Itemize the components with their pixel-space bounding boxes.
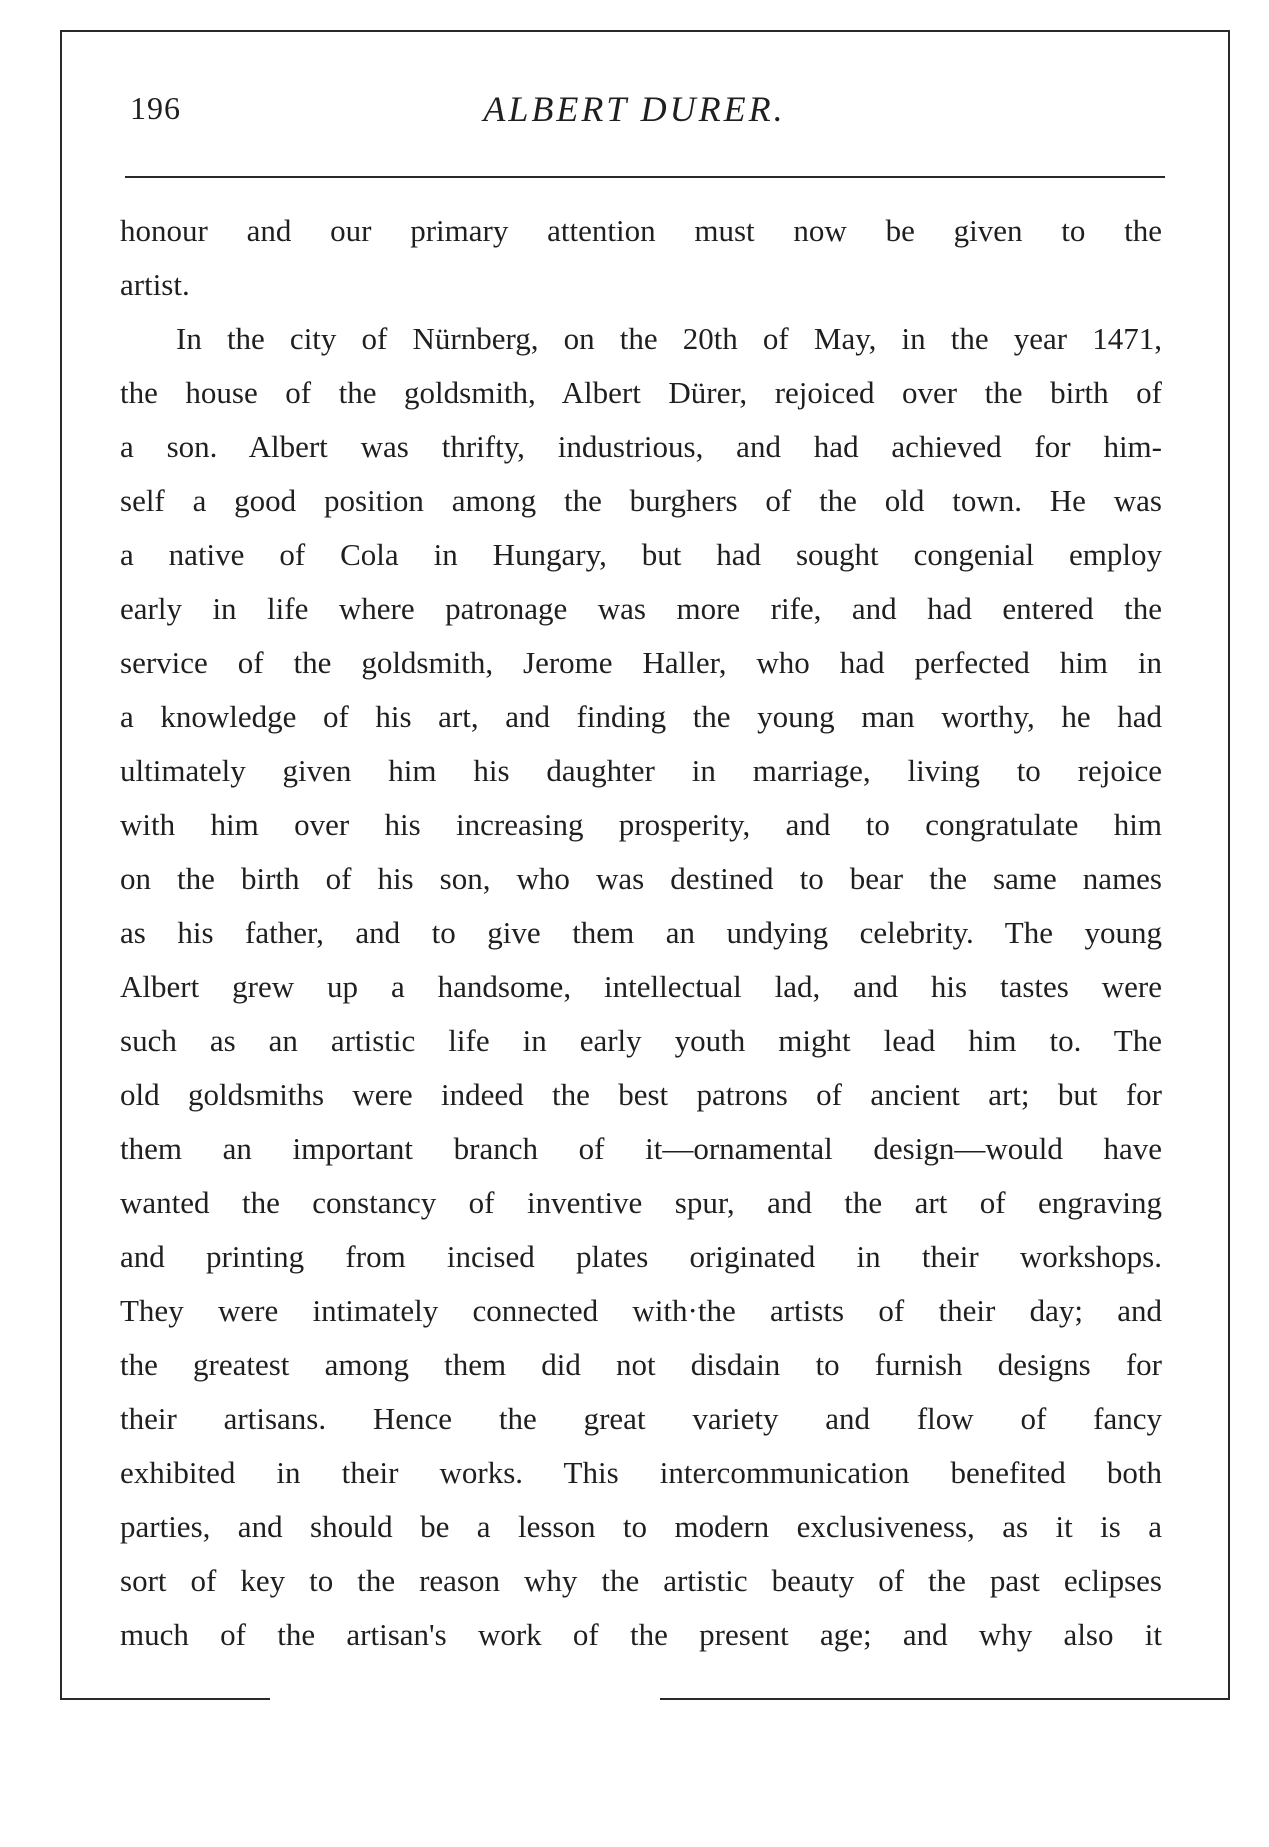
text-line: a knowledge of his art, and finding the young man worthy, he had xyxy=(120,699,1162,734)
text-line: a native of Cola in Hungary, but had sought congenial employ xyxy=(120,537,1162,572)
text-line: early in life where patronage was more rife, and had entered the xyxy=(120,591,1162,626)
text-line: them an important branch of it—ornamental design—would have xyxy=(120,1131,1162,1166)
body-text xyxy=(120,204,1162,1662)
text-line: and printing from incised plates originated in their workshops. xyxy=(120,1239,1162,1274)
text-line: much of the artisan's work of the present age; and why also it xyxy=(120,1617,1162,1652)
page-number: 196 xyxy=(130,90,181,126)
text-line: the greatest among them did not disdain to furnish designs for xyxy=(120,1347,1162,1382)
header-rule xyxy=(125,176,1165,178)
frame-bottom-right-rule xyxy=(660,1698,1230,1700)
text-line: honour and our primary attention must now be given to the xyxy=(120,213,1162,248)
text-line: old goldsmiths were indeed the best patrons of ancient art; but for xyxy=(120,1077,1162,1112)
text-line: such as an artistic life in early youth might lead him to. The xyxy=(120,1023,1162,1058)
text-line: ultimately given him his daughter in marriage, living to rejoice xyxy=(120,753,1162,788)
text-line: the house of the goldsmith, Albert Dürer, rejoiced over the birth of xyxy=(120,375,1162,410)
text-line: They were intimately connected with·the artists of their day; and xyxy=(120,1293,1162,1328)
frame-top-rule xyxy=(60,30,1230,32)
frame-bottom-left-rule xyxy=(60,1698,270,1700)
frame-left-rule xyxy=(60,30,62,1700)
text-line: a son. Albert was thrifty, industrious, and had achieved for him- xyxy=(120,429,1162,464)
text-line: sort of key to the reason why the artistic beauty of the past eclipses xyxy=(120,1563,1162,1598)
frame-right-rule xyxy=(1228,30,1230,1700)
text-line: self a good position among the burghers of the old town. He was xyxy=(120,483,1162,518)
text-line: with him over his increasing prosperity, and to congratulate him xyxy=(120,807,1162,842)
text-line: Albert grew up a handsome, intellectual lad, and his tastes were xyxy=(120,969,1162,1004)
text-line: In the city of Nürnberg, on the 20th of May, in the year 1471, xyxy=(176,321,1162,356)
running-head: ALBERT DURER. xyxy=(483,89,786,129)
text-line: wanted the constancy of inventive spur, and the art of engraving xyxy=(120,1185,1162,1220)
text-line: their artisans. Hence the great variety and flow of fancy xyxy=(120,1401,1162,1436)
text-line: as his father, and to give them an undying celebrity. The young xyxy=(120,915,1162,950)
text-line: artist. xyxy=(120,267,190,302)
text-line: parties, and should be a lesson to modern exclusiveness, as it is a xyxy=(120,1509,1162,1544)
text-line: service of the goldsmith, Jerome Haller, who had perfected him in xyxy=(120,645,1162,680)
text-line: on the birth of his son, who was destined to bear the same names xyxy=(120,861,1162,896)
text-line: exhibited in their works. This intercommunication benefited both xyxy=(120,1455,1162,1490)
